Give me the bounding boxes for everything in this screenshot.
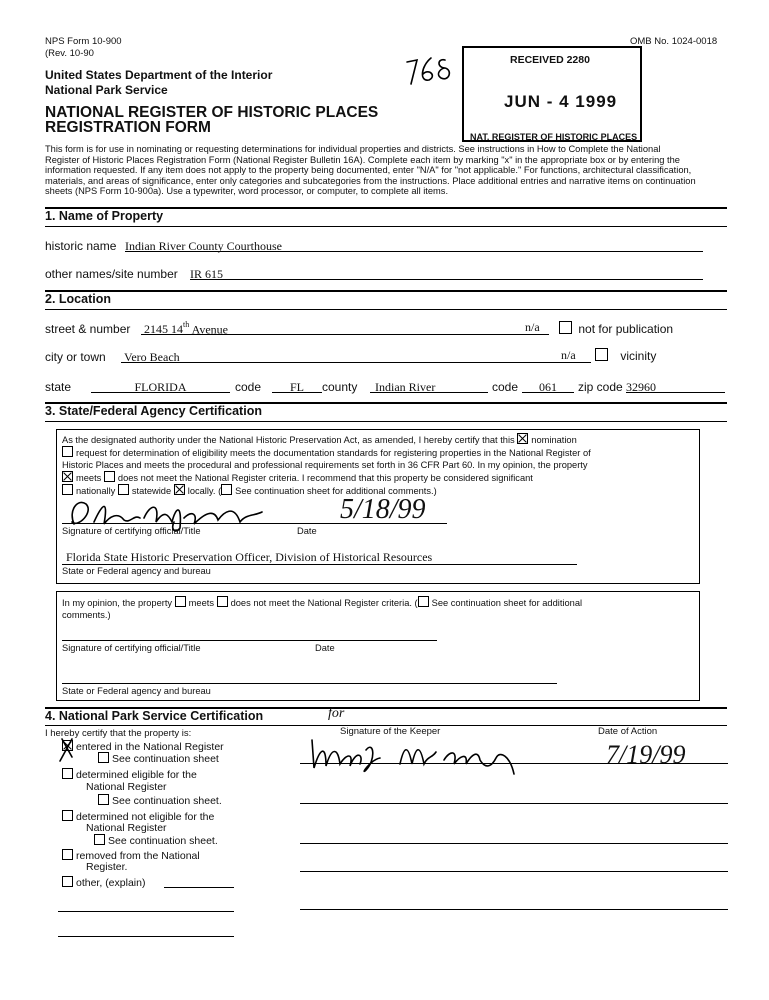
keeper-line bbox=[300, 803, 728, 804]
entered-label: entered in the National Register bbox=[76, 741, 224, 753]
intro-line: This form is for use in nominating or requesting determinations for individual properties and districts. See instructions in How to Complete the National bbox=[45, 144, 661, 154]
form-number: NPS Form 10-900 bbox=[45, 36, 122, 47]
zip-label: zip code bbox=[578, 380, 623, 394]
checkbox[interactable] bbox=[98, 752, 109, 763]
cert-meets-label: meets bbox=[76, 473, 102, 483]
keeper-line bbox=[300, 871, 728, 872]
locally-label: locally. bbox=[187, 486, 216, 496]
city-na: n/a bbox=[561, 348, 576, 362]
cert-text: Historic Places and meets the procedural and professional requirements set forth in 36 CFR Part 60. In my opinion, the property bbox=[62, 460, 588, 470]
county-code-field[interactable] bbox=[522, 378, 574, 393]
intro-line: information requested. If any item does not apply to the property being documented, enter "N/A" for "not applicable." For functions, architectural classification, bbox=[45, 165, 692, 175]
state-value: FLORIDA bbox=[134, 380, 187, 394]
section-1-title: 1. Name of Property bbox=[45, 209, 164, 223]
for-note: for bbox=[328, 706, 345, 721]
cert-text: request for determination of eligibility meets the documentation standards for registering properties in the National Register of bbox=[76, 448, 591, 458]
removed-label-2: Register. bbox=[86, 861, 128, 873]
street-sup: th bbox=[183, 320, 190, 329]
cert-text: As the designated authority under the National Historic Preservation Act, as amended, I hereby certify that this bbox=[62, 435, 515, 445]
agency-label-2: State or Federal agency and bureau bbox=[62, 686, 211, 696]
request-checkbox[interactable] bbox=[62, 446, 73, 457]
historic-name-value: Indian River County Courthouse bbox=[125, 239, 282, 253]
section-4-title: 4. National Park Service Certification bbox=[45, 709, 264, 723]
divider bbox=[45, 309, 727, 310]
not-for-publication[interactable] bbox=[559, 321, 673, 336]
nationally-label: nationally bbox=[76, 486, 116, 496]
signature-label: Signature of certifying official/Title bbox=[62, 526, 201, 536]
intro-line: Register of Historic Places Registration Form (National Register Bulletin 16A). Complete each item by marking "x" in the appropriate box or by entering the bbox=[45, 154, 680, 165]
county-code-label: code bbox=[492, 380, 519, 394]
city-label: city or town bbox=[45, 350, 106, 364]
eligible-label-2: National Register bbox=[86, 781, 167, 793]
vicinity[interactable] bbox=[595, 348, 656, 363]
street-na: n/a bbox=[525, 320, 540, 334]
opinion-text bbox=[62, 596, 692, 621]
checkbox[interactable] bbox=[595, 348, 608, 361]
see-continuation-2[interactable] bbox=[98, 794, 222, 807]
form-subtitle: REGISTRATION FORM bbox=[45, 119, 211, 136]
agency-line bbox=[62, 564, 577, 565]
stamp-received: RECEIVED 2280 bbox=[510, 54, 590, 66]
zip-value: 32960 bbox=[626, 380, 656, 394]
intro-text bbox=[45, 144, 727, 197]
not-eligible-label: determined not eligible for the bbox=[76, 811, 215, 823]
opinion-continuation-checkbox[interactable] bbox=[418, 596, 429, 607]
zip-field[interactable] bbox=[626, 378, 725, 393]
see-continuation-label: See continuation sheet. bbox=[108, 835, 218, 847]
intro-line: sheets (NPS Form 10-900a). Use a typewriter, word processor, or computer, to complete all items. bbox=[45, 186, 449, 196]
nomination-checkbox[interactable] bbox=[517, 433, 528, 444]
divider bbox=[45, 421, 727, 422]
explain-line bbox=[58, 911, 234, 912]
county-code-value: 061 bbox=[539, 380, 557, 394]
other-option[interactable] bbox=[62, 876, 145, 889]
agency-line bbox=[62, 683, 557, 684]
street-value-end: Avenue bbox=[189, 322, 228, 337]
city-field[interactable] bbox=[121, 348, 591, 363]
street-value: 2145 14 bbox=[144, 322, 183, 337]
keeper-signature[interactable] bbox=[300, 730, 540, 780]
checkbox[interactable] bbox=[98, 794, 109, 805]
historic-name-label: historic name bbox=[45, 239, 117, 253]
date-of-action: 7/19/99 bbox=[606, 740, 686, 769]
cert-nomination-label: nomination bbox=[531, 435, 577, 445]
other-names-field[interactable] bbox=[190, 265, 703, 280]
stamp-register: NAT. REGISTER OF HISTORIC PLACES bbox=[470, 132, 638, 142]
explain-line bbox=[164, 887, 234, 888]
section-2-title: 2. Location bbox=[45, 292, 111, 306]
opinion-text-part: See continuation sheet for additional bbox=[431, 598, 583, 608]
divider bbox=[45, 226, 727, 227]
checkbox[interactable] bbox=[62, 849, 73, 860]
state-field[interactable] bbox=[91, 378, 230, 393]
meets-checkbox[interactable] bbox=[62, 471, 73, 482]
agency: National Park Service bbox=[45, 83, 168, 97]
stamp-date: JUN - 4 1999 bbox=[504, 92, 618, 111]
signature-date: 5/18/99 bbox=[340, 494, 426, 525]
city-value: Vero Beach bbox=[124, 350, 180, 364]
intro-line: materials, and areas of significance, enter only categories and subcategories from the instructions. Place additional entries and narrative items on continuation bbox=[45, 175, 696, 186]
statewide-label: statewide bbox=[131, 486, 172, 496]
keeper-line bbox=[300, 763, 728, 764]
opinion-text-part: In my opinion, the property bbox=[62, 598, 173, 608]
state-code-value: FL bbox=[289, 380, 304, 394]
opinion-text-part: does not meet the National Register criteria. ( bbox=[230, 598, 418, 608]
vicinity-label: vicinity bbox=[620, 349, 657, 363]
not-for-publication-label: not for publication bbox=[578, 322, 674, 336]
form-revision: (Rev. 10-90 bbox=[45, 48, 94, 59]
certify-label: I hereby certify that the property is: bbox=[45, 728, 192, 739]
other-names-value: IR 615 bbox=[190, 267, 223, 281]
opinion-text-part: comments.) bbox=[62, 610, 111, 620]
historic-name-field[interactable] bbox=[125, 237, 703, 252]
cert-text: does not meet the National Register criteria. I recommend that this property be considered significant bbox=[117, 473, 533, 483]
checkbox[interactable] bbox=[62, 810, 73, 821]
other-names-label: other names/site number bbox=[45, 267, 178, 281]
other-label: other, (explain) bbox=[76, 877, 146, 889]
form-title: NATIONAL REGISTER OF HISTORIC PLACES bbox=[45, 104, 379, 121]
street-field[interactable] bbox=[141, 320, 549, 335]
checkbox[interactable] bbox=[62, 876, 73, 887]
handwritten-number bbox=[403, 52, 455, 92]
eligible-label: determined eligible for the bbox=[76, 769, 197, 781]
divider bbox=[45, 290, 727, 292]
see-continuation-label: See continuation sheet for additional comments.) bbox=[235, 486, 437, 496]
county-label: county bbox=[322, 380, 358, 394]
keeper-line bbox=[300, 909, 728, 910]
county-field[interactable] bbox=[370, 378, 488, 393]
section-3-title: 3. State/Federal Agency Certification bbox=[45, 404, 262, 418]
date-label-2: Date bbox=[315, 643, 335, 653]
checkbox[interactable] bbox=[94, 834, 105, 845]
keeper-label: Signature of the Keeper bbox=[340, 726, 441, 737]
explain-line bbox=[58, 936, 234, 937]
agency-value: Florida State Historic Preservation Officer, Division of Historical Resources bbox=[66, 550, 433, 564]
county-value: Indian River bbox=[375, 380, 436, 394]
signature-line bbox=[62, 640, 437, 641]
omb-number: OMB No. 1024-0018 bbox=[630, 36, 718, 47]
see-continuation-label: See continuation sheet. bbox=[112, 795, 222, 807]
signature-label-2: Signature of certifying official/Title bbox=[62, 643, 201, 653]
department: United States Department of the Interior bbox=[45, 68, 273, 82]
opinion-meets-checkbox[interactable] bbox=[175, 596, 186, 607]
not-meets-checkbox[interactable] bbox=[104, 471, 115, 482]
eligible-option[interactable] bbox=[62, 768, 197, 781]
state-label: state bbox=[45, 380, 72, 394]
opinion-not-meets-checkbox[interactable] bbox=[217, 596, 228, 607]
checkbox[interactable] bbox=[559, 321, 572, 334]
checkbox[interactable] bbox=[62, 768, 73, 779]
certification-text: As the designated authority under the National Historic Preservation Act, as amended, I hereby certify that this nomination request for determination of eligibility meets the documentation standards for registering properties in the National Register of Historic Places and meets the procedural and professional requirements set forth in 36 CFR Part 60. In my opinion, the property meets does not meet the National Register criteria. I recommend that this property be considered significant nationally statewide locally. ( See continuation sheet for additional comments.) bbox=[62, 433, 702, 497]
removed-option[interactable] bbox=[62, 849, 200, 862]
state-code-field[interactable] bbox=[272, 378, 322, 393]
keeper-line bbox=[300, 843, 728, 844]
see-continuation-1[interactable] bbox=[98, 752, 219, 765]
see-continuation-3[interactable] bbox=[94, 834, 218, 847]
date-of-action-label: Date of Action bbox=[598, 726, 658, 737]
agency-label: State or Federal agency and bureau bbox=[62, 566, 211, 576]
handwritten-check bbox=[58, 733, 78, 765]
see-continuation-label: See continuation sheet bbox=[112, 753, 219, 765]
opinion-meets-label: meets bbox=[188, 598, 214, 608]
removed-label: removed from the National bbox=[76, 850, 200, 862]
code-label: code bbox=[235, 380, 262, 394]
received-stamp bbox=[462, 46, 642, 142]
street-label: street & number bbox=[45, 322, 131, 336]
not-eligible-label-2: National Register bbox=[86, 822, 167, 834]
date-label: Date bbox=[297, 526, 317, 536]
